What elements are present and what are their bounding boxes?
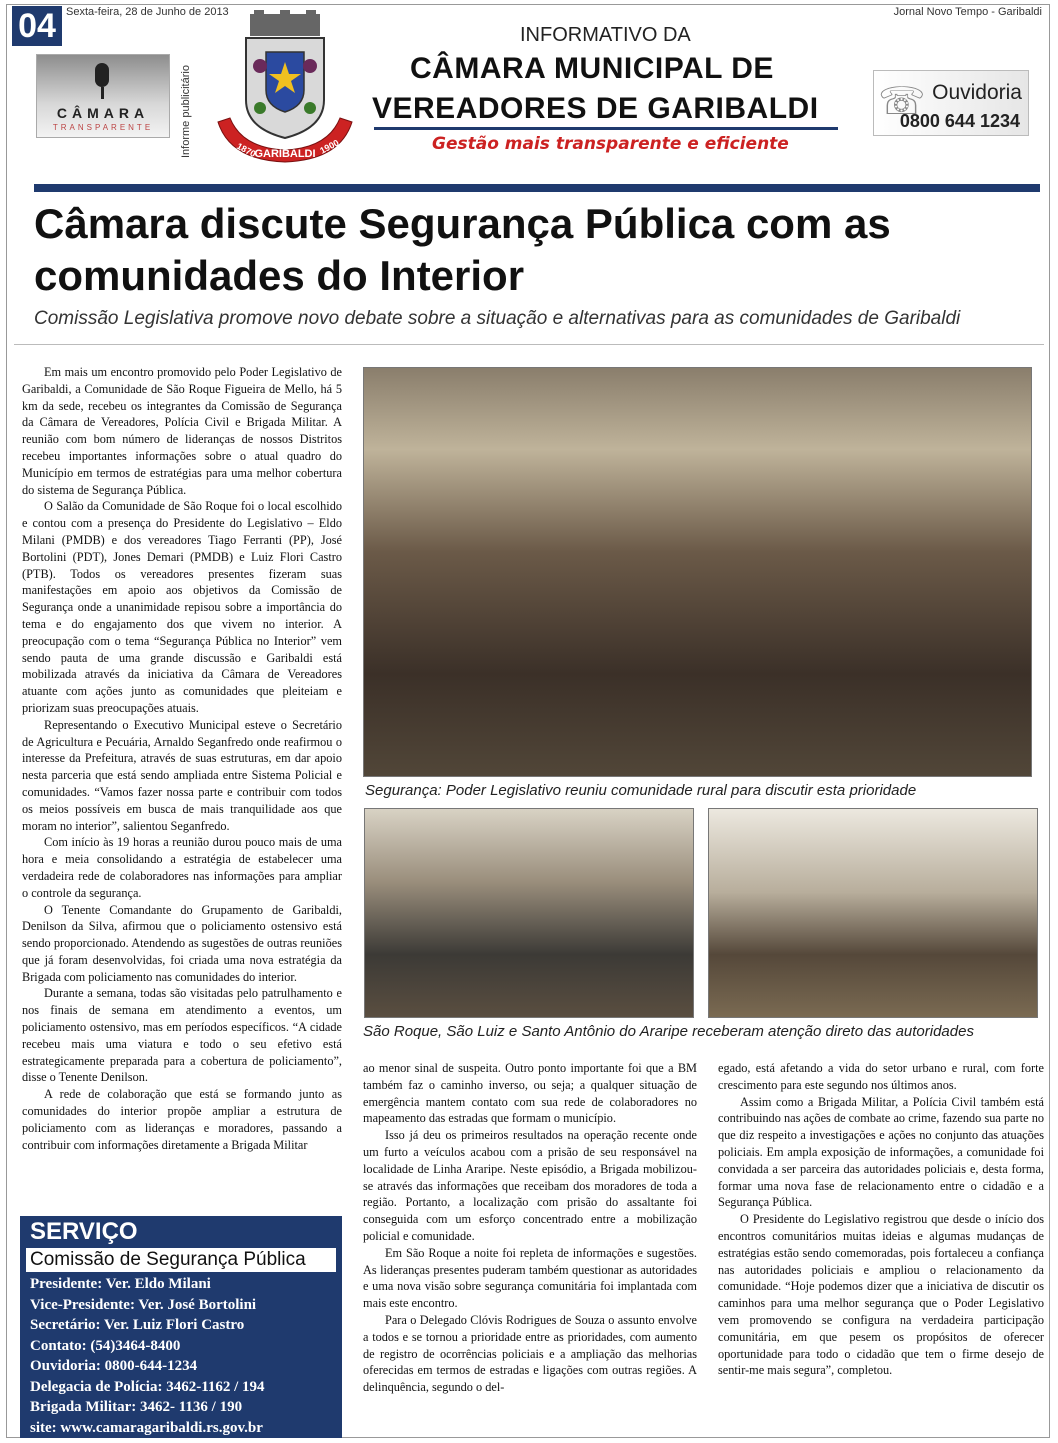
servico-item: Vice-Presidente: Ver. José Bortolini — [30, 1296, 257, 1313]
paragraph: Em mais um encontro promovido pelo Poder Legislativo de Garibaldi, a Comunidade de São Roque Figueira de Mello, há 5 km da sede, recebeu os integrantes da Comissão de Segurança da Câmara de Vereadores, Polícia Civil e Brigada Militar. A reunião com bom número de lideranças de nossos Distritos recebeu importantes informações sobre o atual quadro do Município em termos de estratégias para uma melhor cobertura do sistema de Segurança Pública. — [22, 365, 342, 497]
camara-transparente-logo — [36, 54, 170, 138]
header-vereadores: VEREADORES DE GARIBALDI — [372, 92, 819, 125]
meeting-photo-main — [363, 367, 1032, 777]
crest-year-right: 1900 — [318, 137, 341, 156]
article-column-2 — [363, 1060, 697, 1396]
paragraph: egado, está afetando a vida do setor urbano e rural, com forte crescimento para este segundo nos últimos anos. — [718, 1061, 1044, 1092]
servico-item: Delegacia de Polícia: 3462-1162 / 194 — [30, 1378, 265, 1395]
article-column-3 — [718, 1060, 1044, 1379]
servico-item: Secretário: Ver. Luiz Flori Castro — [30, 1317, 245, 1333]
ouvidoria-phone: 0800 644 1234 — [899, 111, 1020, 131]
meeting-photo-audience — [364, 808, 694, 1018]
paragraph: Com início às 19 horas a reunião durou pouco mais de uma hora e meia consolidando a estratégia de estabelecer uma verdadeira rede de colaboradores nas informações para ampliar o controle da segurança. — [22, 835, 342, 900]
crest-year-left: 1870 — [235, 140, 258, 160]
informe-label-wrap — [180, 48, 200, 158]
informe-label: Informe publicitário — [180, 65, 192, 158]
paragraph: ao menor sinal de suspeita. Outro ponto importante foi que a BM também faz o caminho inverso, ou seja; a qualquer situação de emergência mantem contato com sua rede de colaboradores no mapeamento das estradas que formam o município. — [363, 1061, 697, 1126]
article-subhead: Comissão Legislativa promove novo debate sobre a situação e alternativas para as comunidades de Garibaldi — [34, 308, 961, 329]
servico-item: Contato: (54)3464-8400 — [30, 1337, 181, 1354]
article-headline: Câmara discute Segurança Pública com as comunidades do Interior — [34, 200, 891, 299]
ouvidoria-label: Ouvidoria — [932, 81, 1022, 104]
servico-subtitle: Comissão de Segurança Pública — [26, 1248, 336, 1272]
paragraph: Representando o Executivo Municipal esteve o Secretário de Agricultura e Pecuária, Arnaldo Seganfredo onde reafirmou o interesse da Prefeitura, através de suas estruturas, em dar apoio nesta parceria que está sendo ampliada entre Sistema Policial e comunidades. “Vamos fazer nossa parte e contribuir com todos os meios possíveis em busca de mais tranquilidade aos que moram no interior”, salientou Seganfredo. — [22, 717, 342, 833]
servico-title: SERVIÇO — [30, 1218, 138, 1245]
logo-sub: TRANSPARENTE — [52, 123, 154, 132]
paragraph: Assim como a Brigada Militar, a Polícia Civil também está contribuindo nas ações de combate ao crime, fazendo sua parte no que diz respeito a investigações e ações no conjunto das atuações policiais. Em ampla exposição de informações, a comunidade foi convidada a ser parceira das autoridades policiais e, desta forma, formar uma nova fase de relacionamento entre o cidadão e a Segurança Pública. — [718, 1094, 1044, 1210]
ouvidoria-box — [873, 70, 1029, 136]
paragraph: O Salão da Comunidade de São Roque foi o local escolhido e contou com a presença do Presidente do Legislativo – Eldo Milani (PMDB) e dos vereadores Tiago Ferranti (PP), José Bortolini (PDT), Jones Demari (PMDB) e Luiz Flori Castro (PTB). Todos os vereadores presentes fizeram suas manifestações em apoio aos objetivos da Comissão de Segurança onde a unanimidade repisou sobre a importância do tema e do engajamento dos que vivem no interior. A preocupação com o tema “Segurança Pública no Interior” vem sendo pauta de uma grande discussão e Garibaldi está mobilizada através da iniciativa da Câmara de Vereadores atuante com ações junto as comunidades que pleiteiam e priorizam suas preocupações atuais. — [22, 499, 342, 715]
municipal-crest-icon — [210, 10, 360, 170]
servico-website[interactable]: site: www.camaragaribaldi.rs.gov.br — [30, 1419, 263, 1436]
microphone-stand-icon — [101, 87, 104, 99]
header-informativo: INFORMATIVO DA — [520, 24, 691, 46]
header-rule — [374, 127, 838, 130]
paragraph: Durante a semana, todas são visitadas pelo patrulhamento e nos finais de semana em atendimento a eventos, um policiamento ostensivo, mas em períodos específicos. “A cidade recebeu mais uma viatura e todo o seu efetivo está estrategicamente preparada para a cobertura de policiamento”, disse o Tenente Denilson. — [22, 986, 342, 1085]
paragraph: O Tenente Comandante do Grupamento de Garibaldi, Denilson da Silva, afirmou que o policiamento ostensivo está sendo proporcionado. Atendendo as sugestões de outras reuniões que já foram desenvolvidas, foi criada uma nova estratégia da Brigada com policiamento nas comunidades do interior. — [22, 902, 342, 984]
newspaper-name: Jornal Novo Tempo - Garibaldi — [893, 6, 1042, 18]
paragraph: O Presidente do Legislativo registrou que desde o início dos encontros comunitários muitas ideias e algumas mudanças de estratégias estão sendo comemoradas, pois fortaleceu a confiança nas autoridades policiais e ampliou o relacionamento da comunidade. “Hoje podemos dizer que a iniciativa de discutir os caminhos para uma melhor segurança que o Poder Legislativo vem promovendo se configura na verdadeira participação comunitária, em que pesem os propósitos de oferecer oportunidade para todo o cidadão que tem o firme desejo de sentir-me mais segura”, completou. — [718, 1212, 1044, 1378]
servico-box — [20, 1216, 342, 1438]
servico-list — [30, 1274, 265, 1438]
article-column-1 — [22, 364, 342, 1153]
crest-text: GARIBALDI — [254, 148, 316, 160]
paragraph: A rede de colaboração que está se formando junto as comunidades do interior propõe ampliar a estrutura de policiamento com as lideranças e moradores, passando a contribuir com informações diretamente a Brigada Militar — [22, 1087, 342, 1152]
issue-date: Sexta-feira, 28 de Junho de 2013 — [66, 6, 229, 18]
header-camara: CÂMARA MUNICIPAL DE — [410, 52, 774, 85]
phone-icon: ☏ — [878, 79, 926, 123]
paragraph: Para o Delegado Clóvis Rodrigues de Souza o assunto envolve a todos e se tornou a prioridade entre as prioridades, com aumento de registro de ocorrências policiais e a ampliação das melhorias oferecidas em termos de estradas e ligações com outras regiões. A delinquência, segundo o del- — [363, 1312, 697, 1395]
divider — [14, 344, 1044, 345]
header-slogan: Gestão mais transparente e eficiente — [432, 134, 789, 154]
section-rule — [34, 184, 1040, 192]
servico-item: Ouvidoria: 0800-644-1234 — [30, 1358, 198, 1374]
photo-caption-2: São Roque, São Luiz e Santo Antônio do Araripe receberam atenção direto das autoridades — [363, 1023, 974, 1040]
photo-caption-1: Segurança: Poder Legislativo reuniu comunidade rural para discutir esta prioridade — [365, 782, 917, 799]
meeting-photo-table — [708, 808, 1038, 1018]
microphone-icon — [95, 63, 109, 87]
page-number: 04 — [12, 6, 62, 46]
paragraph: Em São Roque a noite foi repleta de informações e sugestões. As lideranças presentes puderam também questionar as autoridades e uma nova visão sobre segurança comunitária foi implantada com mais este encontro. — [363, 1245, 697, 1311]
servico-item: Brigada Militar: 3462- 1136 / 190 — [30, 1399, 243, 1415]
servico-item: Presidente: Ver. Eldo Milani — [30, 1276, 211, 1292]
logo-name: CÂMARA — [56, 105, 150, 121]
paragraph: Isso já deu os primeiros resultados na operação recente onde um furto a veículos acabou com a prisão de seu responsável na localidade de Linha Araripe. Neste episódio, a Brigada mobilizou-se através das informações que receibam dos moradores de toda a região. Portanto, a localização com prisão do assaltante foi conseguida com um esforço concentrado entre a mobilização policial e comunidade. — [363, 1128, 697, 1243]
